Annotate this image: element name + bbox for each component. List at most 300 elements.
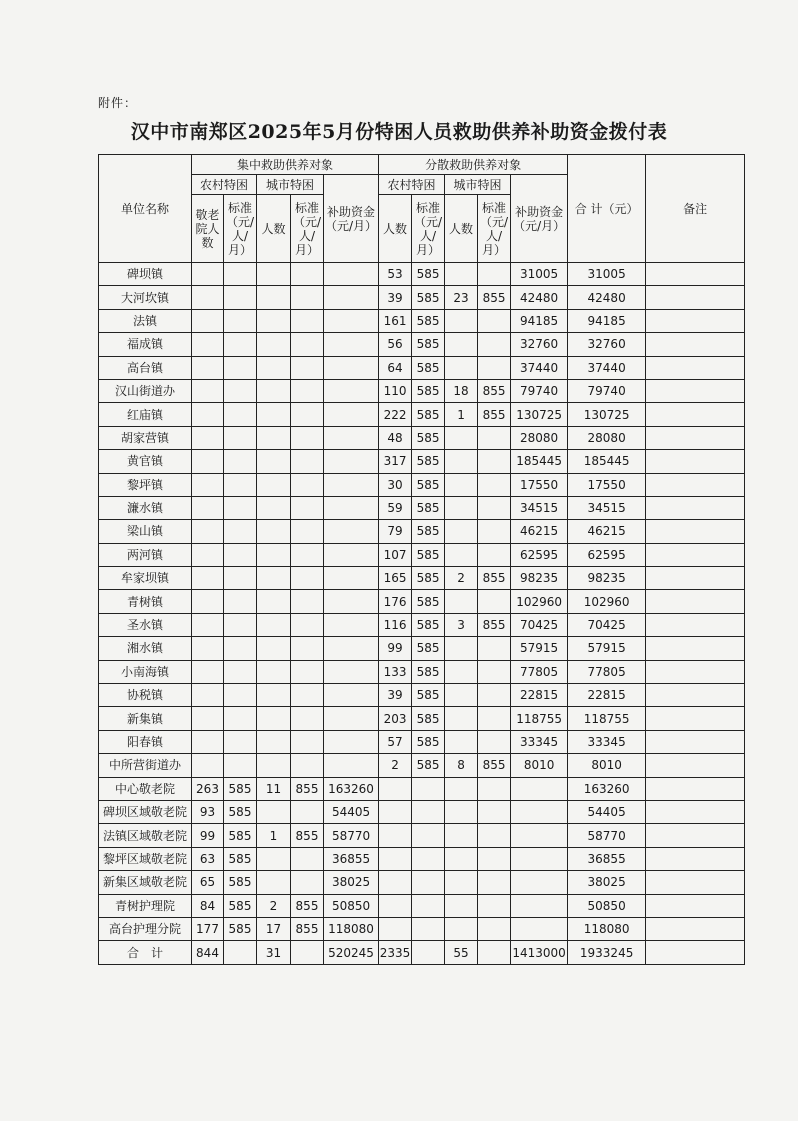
cell-c-urban-people	[257, 847, 291, 870]
cell-d-std: 585	[412, 286, 445, 309]
cell-c-subsidy	[324, 473, 379, 496]
cell-remark	[646, 520, 745, 543]
table-row	[99, 894, 745, 917]
cell-c-people	[192, 730, 224, 753]
cell-c-std: 585	[224, 800, 257, 823]
cell-d-urban-people: 3	[445, 613, 478, 636]
cell-unit-name: 高台护理分院	[99, 917, 192, 940]
cell-c-std	[224, 941, 257, 964]
cell-c-urban-std	[291, 613, 324, 636]
cell-c-people	[192, 707, 224, 730]
cell-remark	[646, 496, 745, 519]
cell-d-subsidy: 34515	[511, 496, 568, 519]
cell-d-subsidy	[511, 777, 568, 800]
cell-c-std	[224, 450, 257, 473]
cell-d-urban-people	[445, 309, 478, 332]
cell-d-people	[379, 894, 412, 917]
cell-c-people: 99	[192, 824, 224, 847]
cell-total: 34515	[568, 496, 646, 519]
cell-d-urban-people	[445, 917, 478, 940]
cell-c-subsidy: 50850	[324, 894, 379, 917]
cell-c-urban-std: 855	[291, 777, 324, 800]
table-row	[99, 800, 745, 823]
cell-remark	[646, 403, 745, 426]
cell-c-urban-people	[257, 754, 291, 777]
cell-d-urban-std	[478, 917, 511, 940]
cell-c-subsidy: 38025	[324, 871, 379, 894]
cell-d-std: 585	[412, 496, 445, 519]
cell-d-subsidy: 77805	[511, 660, 568, 683]
cell-c-urban-people: 1	[257, 824, 291, 847]
cell-c-std	[224, 263, 257, 286]
cell-d-subsidy: 37440	[511, 356, 568, 379]
cell-c-std	[224, 496, 257, 519]
cell-d-urban-std	[478, 684, 511, 707]
cell-d-urban-std	[478, 660, 511, 683]
cell-d-urban-people	[445, 824, 478, 847]
table-row	[99, 543, 745, 566]
cell-unit-name: 青树护理院	[99, 894, 192, 917]
cell-d-subsidy	[511, 917, 568, 940]
table-row	[99, 263, 745, 286]
cell-remark	[646, 824, 745, 847]
cell-d-std: 585	[412, 450, 445, 473]
cell-d-people: 99	[379, 637, 412, 660]
cell-c-std	[224, 356, 257, 379]
cell-d-std	[412, 847, 445, 870]
header-unit-name: 单位名称	[99, 155, 192, 263]
cell-d-std: 585	[412, 660, 445, 683]
cell-c-subsidy	[324, 543, 379, 566]
cell-d-urban-std	[478, 847, 511, 870]
cell-d-people: 39	[379, 684, 412, 707]
header-rural: 农村特困	[192, 175, 257, 195]
cell-c-people: 93	[192, 800, 224, 823]
cell-remark	[646, 917, 745, 940]
cell-c-subsidy	[324, 496, 379, 519]
cell-d-urban-people: 55	[445, 941, 478, 964]
cell-d-subsidy: 102960	[511, 590, 568, 613]
cell-unit-name: 大河坎镇	[99, 286, 192, 309]
header-centralized: 集中救助供养对象	[192, 155, 379, 175]
cell-unit-name: 胡家营镇	[99, 426, 192, 449]
cell-c-people: 844	[192, 941, 224, 964]
cell-d-urban-people	[445, 356, 478, 379]
cell-d-std: 585	[412, 613, 445, 636]
cell-total: 46215	[568, 520, 646, 543]
cell-remark	[646, 894, 745, 917]
cell-c-urban-people	[257, 660, 291, 683]
cell-c-subsidy	[324, 379, 379, 402]
cell-c-urban-people	[257, 637, 291, 660]
cell-c-people: 65	[192, 871, 224, 894]
cell-d-urban-people	[445, 847, 478, 870]
cell-d-subsidy: 98235	[511, 567, 568, 590]
cell-c-people	[192, 426, 224, 449]
cell-c-people	[192, 333, 224, 356]
header-d-subsidy: 补助资金（元/月）	[511, 175, 568, 263]
cell-remark	[646, 637, 745, 660]
cell-unit-name: 黄官镇	[99, 450, 192, 473]
cell-c-urban-std	[291, 941, 324, 964]
cell-c-urban-std	[291, 496, 324, 519]
cell-d-urban-people: 23	[445, 286, 478, 309]
table-row	[99, 403, 745, 426]
cell-d-subsidy: 94185	[511, 309, 568, 332]
cell-c-urban-people	[257, 450, 291, 473]
cell-c-urban-std	[291, 356, 324, 379]
cell-d-subsidy: 185445	[511, 450, 568, 473]
table-row	[99, 356, 745, 379]
cell-remark	[646, 871, 745, 894]
cell-d-people: 56	[379, 333, 412, 356]
cell-c-std	[224, 684, 257, 707]
cell-c-subsidy	[324, 520, 379, 543]
cell-d-subsidy	[511, 871, 568, 894]
cell-d-urban-std	[478, 520, 511, 543]
cell-c-std	[224, 637, 257, 660]
cell-total: 50850	[568, 894, 646, 917]
cell-c-urban-people	[257, 379, 291, 402]
cell-d-people: 64	[379, 356, 412, 379]
cell-d-people: 57	[379, 730, 412, 753]
cell-d-std: 585	[412, 356, 445, 379]
cell-c-people	[192, 660, 224, 683]
table-row	[99, 473, 745, 496]
cell-d-urban-std	[478, 309, 511, 332]
cell-remark	[646, 800, 745, 823]
header-d-people: 人数	[379, 195, 412, 263]
cell-c-people	[192, 567, 224, 590]
cell-remark	[646, 309, 745, 332]
cell-c-urban-people	[257, 520, 291, 543]
cell-unit-name: 阳春镇	[99, 730, 192, 753]
cell-d-std: 585	[412, 333, 445, 356]
table-row	[99, 707, 745, 730]
cell-c-subsidy	[324, 309, 379, 332]
cell-remark	[646, 263, 745, 286]
cell-c-urban-std	[291, 567, 324, 590]
cell-d-urban-std	[478, 894, 511, 917]
cell-remark	[646, 333, 745, 356]
cell-d-urban-std: 855	[478, 754, 511, 777]
cell-remark	[646, 426, 745, 449]
cell-c-people	[192, 286, 224, 309]
cell-unit-name: 圣水镇	[99, 613, 192, 636]
cell-d-urban-std	[478, 473, 511, 496]
cell-c-subsidy: 163260	[324, 777, 379, 800]
cell-d-urban-people	[445, 800, 478, 823]
cell-d-std: 585	[412, 426, 445, 449]
cell-d-subsidy: 8010	[511, 754, 568, 777]
cell-d-std: 585	[412, 590, 445, 613]
cell-c-urban-people: 31	[257, 941, 291, 964]
cell-c-std	[224, 730, 257, 753]
cell-c-urban-people	[257, 426, 291, 449]
document-title: 汉中市南郑区2025年5月份特困人员救助供养补助资金拨付表	[130, 121, 668, 143]
cell-c-urban-std	[291, 730, 324, 753]
cell-d-subsidy: 31005	[511, 263, 568, 286]
cell-d-people: 53	[379, 263, 412, 286]
table-row	[99, 496, 745, 519]
cell-d-urban-std: 855	[478, 286, 511, 309]
cell-remark	[646, 473, 745, 496]
cell-c-urban-std	[291, 543, 324, 566]
cell-unit-name: 协税镇	[99, 684, 192, 707]
cell-d-people: 2	[379, 754, 412, 777]
cell-c-urban-people: 2	[257, 894, 291, 917]
cell-c-people: 63	[192, 847, 224, 870]
cell-d-subsidy: 28080	[511, 426, 568, 449]
cell-c-people	[192, 356, 224, 379]
cell-unit-name: 新集区域敬老院	[99, 871, 192, 894]
cell-total: 58770	[568, 824, 646, 847]
cell-c-std	[224, 754, 257, 777]
cell-d-subsidy: 22815	[511, 684, 568, 707]
cell-remark	[646, 847, 745, 870]
cell-d-subsidy	[511, 800, 568, 823]
cell-c-subsidy	[324, 426, 379, 449]
cell-c-urban-std: 855	[291, 917, 324, 940]
cell-c-urban-std	[291, 684, 324, 707]
cell-d-people: 107	[379, 543, 412, 566]
cell-c-urban-std	[291, 309, 324, 332]
table-row	[99, 777, 745, 800]
cell-c-people	[192, 754, 224, 777]
cell-total: 37440	[568, 356, 646, 379]
cell-c-std	[224, 660, 257, 683]
cell-c-subsidy	[324, 684, 379, 707]
cell-c-urban-std	[291, 707, 324, 730]
cell-c-people	[192, 450, 224, 473]
cell-c-std	[224, 286, 257, 309]
table-row	[99, 590, 745, 613]
cell-c-urban-people	[257, 613, 291, 636]
cell-unit-name: 汉山街道办	[99, 379, 192, 402]
cell-d-std: 585	[412, 379, 445, 402]
cell-c-urban-people	[257, 871, 291, 894]
cell-d-urban-std	[478, 263, 511, 286]
table-row	[99, 660, 745, 683]
cell-total: 79740	[568, 379, 646, 402]
cell-d-urban-people	[445, 730, 478, 753]
cell-remark	[646, 941, 745, 964]
cell-d-urban-std	[478, 800, 511, 823]
cell-c-subsidy	[324, 450, 379, 473]
header-total: 合 计（元）	[568, 155, 646, 263]
cell-c-urban-std	[291, 800, 324, 823]
cell-d-std: 585	[412, 637, 445, 660]
cell-c-urban-people	[257, 263, 291, 286]
cell-d-urban-people: 18	[445, 379, 478, 402]
cell-d-urban-std	[478, 356, 511, 379]
table-row	[99, 917, 745, 940]
cell-unit-name: 法镇	[99, 309, 192, 332]
cell-c-std	[224, 403, 257, 426]
cell-d-urban-std	[478, 730, 511, 753]
table-row	[99, 637, 745, 660]
cell-d-urban-people	[445, 520, 478, 543]
attachment-label: 附件：	[98, 96, 138, 110]
cell-unit-name: 中心敬老院	[99, 777, 192, 800]
header-c-subsidy: 补助资金（元/月）	[324, 175, 379, 263]
header-d-urban-std: 标准（元/人/月）	[478, 195, 511, 263]
cell-unit-name: 新集镇	[99, 707, 192, 730]
cell-c-std	[224, 567, 257, 590]
cell-c-subsidy	[324, 613, 379, 636]
cell-d-urban-std: 855	[478, 379, 511, 402]
cell-d-urban-std	[478, 496, 511, 519]
cell-c-subsidy: 36855	[324, 847, 379, 870]
cell-d-subsidy: 17550	[511, 473, 568, 496]
table-row	[99, 684, 745, 707]
cell-c-people	[192, 473, 224, 496]
cell-c-std: 585	[224, 871, 257, 894]
table-row	[99, 847, 745, 870]
cell-total: 130725	[568, 403, 646, 426]
cell-remark	[646, 613, 745, 636]
cell-c-urban-std: 855	[291, 894, 324, 917]
cell-d-urban-people	[445, 426, 478, 449]
cell-total: 70425	[568, 613, 646, 636]
cell-c-people	[192, 543, 224, 566]
cell-c-std	[224, 543, 257, 566]
cell-c-subsidy: 54405	[324, 800, 379, 823]
cell-d-subsidy: 33345	[511, 730, 568, 753]
cell-d-urban-people	[445, 777, 478, 800]
cell-remark	[646, 590, 745, 613]
cell-d-urban-people: 2	[445, 567, 478, 590]
cell-c-people	[192, 263, 224, 286]
cell-total: 54405	[568, 800, 646, 823]
cell-total: 77805	[568, 660, 646, 683]
cell-total: 57915	[568, 637, 646, 660]
cell-unit-name: 青树镇	[99, 590, 192, 613]
cell-c-std	[224, 613, 257, 636]
cell-d-urban-people	[445, 543, 478, 566]
cell-d-people: 165	[379, 567, 412, 590]
cell-d-people: 79	[379, 520, 412, 543]
cell-d-subsidy: 118755	[511, 707, 568, 730]
cell-d-urban-people	[445, 871, 478, 894]
cell-d-urban-std	[478, 941, 511, 964]
cell-d-std	[412, 777, 445, 800]
cell-c-subsidy	[324, 754, 379, 777]
cell-c-people	[192, 590, 224, 613]
cell-c-std	[224, 333, 257, 356]
cell-d-std	[412, 917, 445, 940]
cell-c-subsidy: 118080	[324, 917, 379, 940]
cell-d-std: 585	[412, 707, 445, 730]
cell-unit-name: 梁山镇	[99, 520, 192, 543]
cell-remark	[646, 450, 745, 473]
cell-d-subsidy: 32760	[511, 333, 568, 356]
cell-c-subsidy	[324, 356, 379, 379]
cell-c-urban-std	[291, 847, 324, 870]
cell-c-urban-std	[291, 637, 324, 660]
cell-c-urban-people	[257, 590, 291, 613]
cell-c-urban-people	[257, 684, 291, 707]
cell-c-people	[192, 379, 224, 402]
cell-d-urban-people	[445, 660, 478, 683]
cell-c-urban-std	[291, 286, 324, 309]
cell-unit-name: 红庙镇	[99, 403, 192, 426]
header-dispersed: 分散救助供养对象	[379, 155, 568, 175]
subsidy-table	[98, 154, 745, 965]
cell-c-people	[192, 403, 224, 426]
header-c-urban-std: 标准（元/人/月）	[291, 195, 324, 263]
cell-c-subsidy	[324, 590, 379, 613]
cell-d-people: 133	[379, 660, 412, 683]
cell-d-subsidy: 79740	[511, 379, 568, 402]
cell-c-subsidy	[324, 286, 379, 309]
cell-unit-name: 牟家坝镇	[99, 567, 192, 590]
cell-total: 118080	[568, 917, 646, 940]
cell-total: 118755	[568, 707, 646, 730]
cell-d-std: 585	[412, 263, 445, 286]
cell-total: 62595	[568, 543, 646, 566]
table-row	[99, 426, 745, 449]
cell-d-subsidy: 42480	[511, 286, 568, 309]
header-urban: 城市特困	[257, 175, 324, 195]
cell-d-people: 116	[379, 613, 412, 636]
cell-remark	[646, 379, 745, 402]
cell-d-subsidy	[511, 847, 568, 870]
cell-c-subsidy	[324, 637, 379, 660]
table-row	[99, 567, 745, 590]
cell-d-urban-std: 855	[478, 567, 511, 590]
cell-d-std	[412, 824, 445, 847]
cell-total: 102960	[568, 590, 646, 613]
cell-c-std	[224, 309, 257, 332]
total-row	[99, 941, 745, 964]
cell-c-urban-people	[257, 496, 291, 519]
cell-c-subsidy	[324, 660, 379, 683]
table-row	[99, 520, 745, 543]
cell-d-std	[412, 871, 445, 894]
cell-d-urban-people	[445, 637, 478, 660]
cell-remark	[646, 730, 745, 753]
cell-total: 31005	[568, 263, 646, 286]
cell-c-people	[192, 520, 224, 543]
cell-c-people	[192, 309, 224, 332]
cell-d-std	[412, 941, 445, 964]
cell-d-people: 110	[379, 379, 412, 402]
cell-total: 98235	[568, 567, 646, 590]
table-row	[99, 730, 745, 753]
cell-c-std: 585	[224, 917, 257, 940]
cell-c-std	[224, 520, 257, 543]
table-row	[99, 613, 745, 636]
cell-c-std	[224, 590, 257, 613]
cell-c-urban-people	[257, 473, 291, 496]
cell-d-urban-std	[478, 590, 511, 613]
cell-c-urban-std	[291, 473, 324, 496]
cell-d-urban-std	[478, 824, 511, 847]
cell-d-std	[412, 800, 445, 823]
cell-d-urban-people	[445, 333, 478, 356]
table-row	[99, 379, 745, 402]
header-urban-2: 城市特困	[445, 175, 511, 195]
cell-unit-name: 濂水镇	[99, 496, 192, 519]
table-row	[99, 824, 745, 847]
cell-c-people: 177	[192, 917, 224, 940]
cell-d-people: 48	[379, 426, 412, 449]
cell-c-subsidy	[324, 730, 379, 753]
cell-d-std: 585	[412, 730, 445, 753]
cell-d-urban-people	[445, 473, 478, 496]
cell-c-people	[192, 637, 224, 660]
